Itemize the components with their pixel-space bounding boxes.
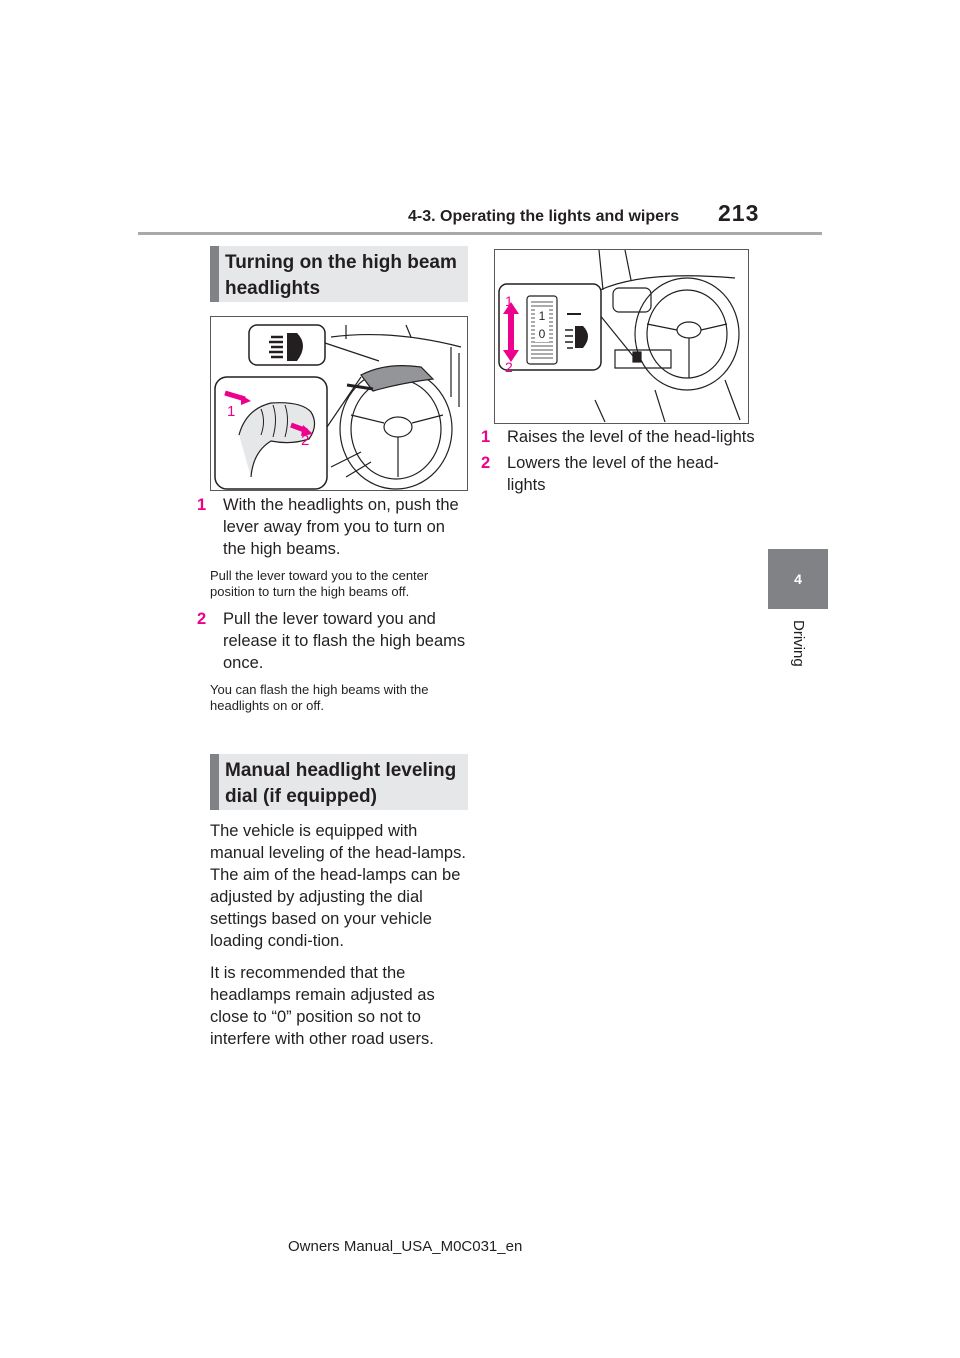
leveling-dial-illustration bbox=[495, 250, 748, 423]
dial-callout bbox=[499, 284, 601, 370]
figure1-label-2: 2 bbox=[301, 432, 310, 449]
page-number: 213 bbox=[718, 200, 760, 226]
chapter-label-text: Driving bbox=[790, 620, 807, 667]
step-lower bbox=[481, 452, 756, 496]
paragraph: It is recommended that the headlamps remain adjusted as close to “0” position so not to interfere with other road users. bbox=[210, 964, 435, 1048]
figure2-label-1: 1 bbox=[505, 293, 513, 309]
high-beam-steps bbox=[197, 494, 472, 714]
step-text: Lowers the level of the head-lights bbox=[507, 454, 719, 494]
step-2-note: You can flash the high beams with the headlights on or off. bbox=[210, 682, 429, 713]
step-1 bbox=[197, 494, 472, 560]
high-beam-indicator-callout bbox=[249, 325, 379, 365]
step-number: 2 bbox=[197, 610, 207, 628]
paragraph: The vehicle is equipped with manual leveling of the head-lamps. The aim of the head-lamps can be adjusted by adjusting the dial settings based on your vehicle loading condi-tion. bbox=[210, 822, 466, 950]
figure-leveling-dial bbox=[494, 249, 749, 424]
leveling-steps bbox=[481, 426, 756, 496]
figure1-label-1: 1 bbox=[227, 403, 236, 420]
header-rule bbox=[138, 232, 822, 235]
step-raise bbox=[481, 426, 756, 448]
header-section-title: 4-3. Operating the lights and wipers bbox=[408, 208, 680, 225]
chapter-tab bbox=[768, 549, 828, 609]
figure-high-beam-lever bbox=[210, 316, 468, 491]
leveling-description bbox=[210, 820, 472, 1050]
step-number: 2 bbox=[481, 454, 491, 472]
dial-mark-top: 1 bbox=[538, 309, 546, 323]
chapter-number: 4 bbox=[794, 571, 802, 587]
footer-manual-id: Owners Manual_USA_M0C031_en bbox=[288, 1238, 523, 1255]
step-number: 1 bbox=[197, 496, 207, 514]
figure2-label-2: 2 bbox=[505, 359, 513, 375]
section-heading-high-beam: Turning on the high beam headlights bbox=[210, 246, 468, 302]
high-beam-lever-illustration bbox=[211, 317, 467, 490]
section-heading-leveling: Manual headlight leveling dial (if equipped) bbox=[210, 754, 468, 810]
hand-lever-callout bbox=[215, 377, 361, 489]
step-text: Raises the level of the head-lights bbox=[507, 428, 755, 446]
dial-mark-bottom: 0 bbox=[538, 327, 546, 341]
step-number: 1 bbox=[481, 428, 491, 446]
chapter-label bbox=[787, 620, 807, 676]
step-2 bbox=[197, 608, 472, 674]
step-1-note: Pull the lever toward you to the center position to turn the high beams off. bbox=[210, 568, 429, 599]
step-text: Pull the lever toward you and release it to flash the high beams once. bbox=[223, 610, 466, 672]
step-text: With the headlights on, push the lever away from you to turn on the high beams. bbox=[223, 496, 459, 558]
